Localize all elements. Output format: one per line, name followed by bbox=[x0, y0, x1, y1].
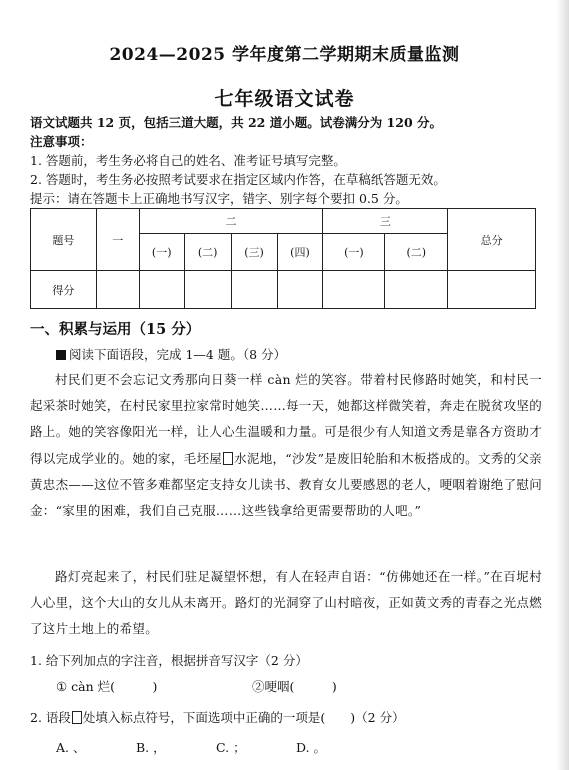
sub-cell: (二) bbox=[385, 234, 448, 271]
sub-cell: (三) bbox=[231, 234, 277, 271]
reading-prompt-text: 阅读下面语段，完成 1—4 题。（8 分） bbox=[69, 347, 287, 362]
question-1-item-a: ① càn 烂( ) bbox=[56, 679, 158, 694]
header-cell-part2: 二 bbox=[139, 209, 323, 234]
note-2: 2. 答题时，考生务必按照考试要求在指定区域内作答，在草稿纸答题无效。 bbox=[30, 172, 446, 187]
sub-cell: (二) bbox=[184, 234, 231, 271]
header-cell-part3: 三 bbox=[323, 209, 448, 234]
square-bullet-icon bbox=[56, 350, 66, 360]
exam-subtitle: 七年级语文试卷 bbox=[214, 88, 355, 110]
score-cell[interactable] bbox=[96, 271, 139, 309]
sub-cell: (一) bbox=[139, 234, 184, 271]
option-c[interactable]: C. ； bbox=[216, 740, 246, 755]
score-table bbox=[30, 208, 536, 309]
exam-intro: 语文试题共 12 页，包括三道大题，共 22 道小题。试卷满分为 120 分。 bbox=[30, 115, 442, 130]
passage-paragraph-2: 路灯亮起来了，村民们驻足凝望怀想，有人在轻声自语：“仿佛她还在一样。”在百坭村人心里，这个大山的女儿从未离开。路灯的光洞穿了山村暗夜，正如黄文秀的青春之光点燃了这片土地上的希望。 bbox=[30, 569, 543, 637]
score-cell[interactable] bbox=[277, 271, 323, 309]
sub-cell: (四) bbox=[277, 234, 323, 271]
blank-box-icon bbox=[72, 711, 82, 724]
note-1: 1. 答题前，考生务必将自己的姓名、准考证号填写完整。 bbox=[30, 153, 346, 168]
question-1: 1. 给下列加点的字注音，根据拼音写汉字（2 分） bbox=[30, 653, 308, 668]
header-cell-part1: 一 bbox=[96, 209, 139, 271]
score-cell[interactable] bbox=[323, 271, 385, 309]
score-row-label: 得分 bbox=[31, 271, 97, 309]
header-cell-total: 总分 bbox=[448, 209, 536, 271]
exam-title: 2024—2025 学年度第二学期期末质量监测 bbox=[109, 45, 460, 65]
page-edge-shadow bbox=[556, 0, 569, 770]
notes-heading: 注意事项： bbox=[30, 134, 93, 149]
reading-prompt bbox=[56, 345, 286, 363]
tip-note: 提示：请在答题卡上正确地书写汉字，错字、别字每个要扣 0.5 分。 bbox=[30, 191, 408, 206]
section-heading: 一、积累与运用（15 分） bbox=[30, 321, 201, 338]
option-a[interactable]: A. 、 bbox=[56, 740, 86, 755]
blank-box-icon bbox=[223, 452, 233, 465]
passage-paragraph-1: 村民们更不会忘记文秀那向日葵一样 càn 烂的笑容。带着村民修路时她笑，和村民一起采茶时她笑，在村民家里拉家常时她笑……每一天，她都这样微笑着，奔走在脱贫攻坚的路上。她的笑容像阳光一样，让人心生温暖和力量。可是很少有人知道文秀是靠各方资助才得以完成学业的。她的家，毛坯屋 水泥地，“沙发”是废旧轮胎和木板搭成的。文秀的父亲黄忠杰——这位不管多难都坚定支持女儿读书、教育女儿要感恩的老人，哽咽着谢绝了慰问金：“家里的困难，我们自己克服……这些钱拿给更需要帮助的人吧。” bbox=[30, 372, 543, 519]
score-cell[interactable] bbox=[231, 271, 277, 309]
sub-cell: (一) bbox=[323, 234, 385, 271]
option-d[interactable]: D. 。 bbox=[296, 740, 327, 755]
score-cell[interactable] bbox=[184, 271, 231, 309]
score-cell[interactable] bbox=[448, 271, 536, 309]
option-b[interactable]: B. ， bbox=[136, 740, 166, 755]
question-2: 2. 语段 处填入标点符号，下面选项中正确的一项是( )（2 分） bbox=[30, 710, 405, 725]
header-cell-label: 题号 bbox=[31, 209, 97, 271]
score-cell[interactable] bbox=[139, 271, 184, 309]
score-cell[interactable] bbox=[385, 271, 448, 309]
question-1-item-b: ②哽咽( ) bbox=[252, 679, 337, 694]
